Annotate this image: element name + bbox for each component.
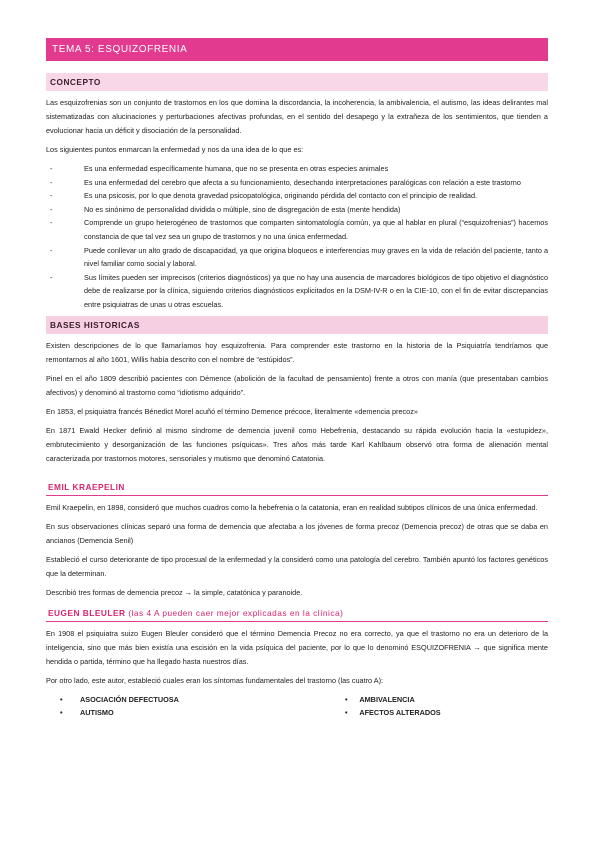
kraepelin-paragraph: Describió tres formas de demencia precoz → la simple, catatónica y paranoide. <box>46 587 303 597</box>
list-item <box>297 706 548 719</box>
four-a-label: AUTISMO <box>80 707 114 717</box>
list-item: - Es una enfermedad del cerebro que afecta a su funcionamiento, desechando interpretaciones paralógicas con relación a este trastorno <box>46 176 548 190</box>
section-heading-kraepelin: EMIL KRAEPELIN <box>46 479 548 496</box>
list-item: - Puede conllevar un alto grado de discapacidad, ya que origina bloqueos e interferencias muy graves en la vida de relación del paciente, tanto a nivel familiar como social y laboral. <box>46 244 548 271</box>
four-a-label: AFECTOS ALTERADOS <box>359 707 441 717</box>
list-item <box>46 706 297 719</box>
bases-paragraph: En 1853, el psiquiatra francés Bénedict Morel acuñó el término Demence précoce, literalmente «demencia precoz» <box>46 406 418 416</box>
bullet-icon: • <box>60 694 63 704</box>
four-a-list <box>46 693 548 719</box>
kraepelin-paragraph: Emil Kraepelin, en 1898, consideró que muchos cuadros como la hebefrenia o la catatonia, eran en realidad subtipos clínicos de una única enfermedad. <box>46 502 538 512</box>
bullet-icon: • <box>345 694 348 704</box>
list-item <box>46 693 297 706</box>
section-heading-concepto: CONCEPTO <box>46 73 548 91</box>
list-item: - Es una psicosis, por lo que denota gravedad psicopatológica, originando pérdida del contacto con el principio de realidad. <box>46 189 548 203</box>
bleuler-subheading: (las 4 A pueden caer mejor explicadas en la clínica) <box>128 607 344 618</box>
bullet-icon: • <box>345 707 348 717</box>
bases-paragraph: Existen descripciones de lo que llamaríamos hoy esquizofrenia. Para comprender este trastorno en la historia de la Psiquiatría tendríamos que remontarnos al año 1601, Willis había descrito con el nombre de “estúpidos”. <box>46 340 548 364</box>
section-heading-bleuler <box>46 605 548 622</box>
list-item: - Sus límites pueden ser imprecisos (criterios diagnósticos) ya que no hay una ausencia de marcadores biológicos de tipo objetivo el diagnóstico debe de realizarse por la clínica, siguiendo criterios diagnósticos explicitados en la DSM-IV-R o en la CIE-10, con el fin de evitar discrepancias entre psiquiatras de unas u otras escuelas. <box>46 271 548 312</box>
bleuler-heading: EUGEN BLEULER <box>48 607 126 618</box>
bleuler-paragraph: En 1908 el psiquiatra suizo Eugen Bleuler consideró que el término Demencia Precoz no era correcto, ya que el trastorno no era un deterioro de la inteligencia, sino que más bien existía una escisión en la vida psíquica del paciente, por lo que lo denominó ESQUIZOFRENIA → que significa mente hendida o partida, término que ha llegado hasta nuestros días. <box>46 628 548 666</box>
list-item <box>297 693 548 706</box>
list-item: - Es una enfermedad específicamente humana, que no se presenta en otras especies animales <box>46 162 548 176</box>
kraepelin-paragraph: En sus observaciones clínicas separó una forma de demencia que afectaba a los jóvenes de forma precoz (Demencia precoz) de otras que se daba en ancianos (Demencia Senil) <box>46 521 548 545</box>
bullet-icon: • <box>60 707 63 717</box>
concepto-lead: Los siguientes puntos enmarcan la enfermedad y nos da una idea de lo que es: <box>46 145 304 154</box>
list-item: - Comprende un grupo heterogéneo de trastornos que comparten sintomatología común, ya que al hablar en plural (“esquizofrenias”) hacemos constancia de que tal vez sea un grupo de trastornos y no una única enfermedad. <box>46 216 548 243</box>
bleuler-paragraph: Por otro lado, este autor, estableció cuales eran los síntomas fundamentales del trastorno (las cuatro A): <box>46 675 384 685</box>
four-a-label: ASOCIACIÓN DEFECTUOSA <box>80 694 179 704</box>
concepto-points-list <box>46 162 548 312</box>
kraepelin-paragraph: Estableció el curso deteriorante de tipo procesual de la enfermedad y la consideró como una patología del cerebro. También apuntó los factores genéticos que la determinan. <box>46 554 548 578</box>
bases-paragraph: Pinel en el año 1809 describió pacientes con Démence (abolición de la facultad de pensamiento) frente a otros con manía (que presentaban cambios afectivos) y denominó al trastorno como “idiotismo adquirido”. <box>46 373 548 397</box>
bases-paragraph: En 1871 Ewald Hecker definió al mismo síndrome de demencia juvenil como Hebefrenia, destacando su rápida evolución hacia la «estupidez», embrutecimiento y desorganización de las funciones psíquicas». Tres años más tarde Karl Kahlbaum observó otra forma de alienación mental caracterizada por trastornos motores, sensoriales y mutismo que denominó Catatonia. <box>46 425 548 463</box>
document-title: TEMA 5: ESQUIZOFRENIA <box>46 38 548 61</box>
concepto-intro: Las esquizofrenias son un conjunto de trastornos en los que domina la discordancia, la incoherencia, la ambivalencia, el autismo, las ideas delirantes mal sistematizadas con alucinaciones y perturbaciones afectivas profundas, en el sentido del desapego y la extrañeza de los sentimientos, que tienden a evolucionar hacia un déficit y disociación de la personalidad. <box>46 98 548 135</box>
list-item: - No es sinónimo de personalidad dividida o múltiple, sino de disgregación de esta (mente hendida) <box>46 203 548 217</box>
section-heading-bases: BASES HISTORICAS <box>46 316 548 334</box>
four-a-label: AMBIVALENCIA <box>359 694 415 704</box>
